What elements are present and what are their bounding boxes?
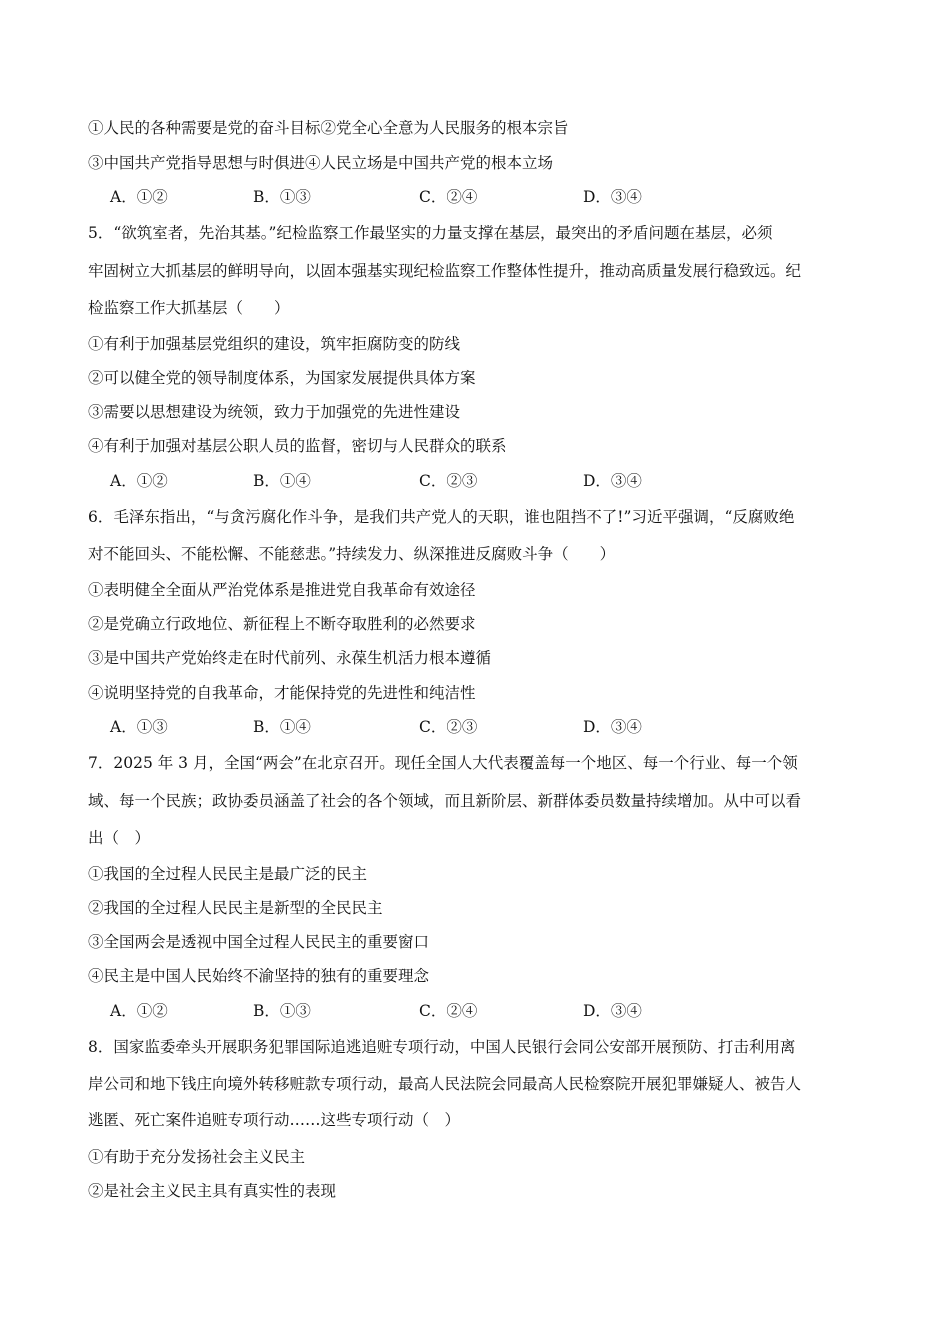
q6-option-b: B．①④	[253, 718, 311, 736]
q5-option-b: B．①④	[253, 472, 311, 490]
q7-statement-3: ③全国两会是透视中国全过程人民民主的重要窗口	[88, 933, 430, 951]
q6-statement-1: ①表明健全全面从严治党体系是推进党自我革命有效途径	[88, 581, 476, 599]
q5-option-a: A．①②	[110, 472, 168, 490]
q4-option-d: D．③④	[583, 188, 642, 206]
q4-statements-1-2: ①人民的各种需要是党的奋斗目标②党全心全意为人民服务的根本宗旨	[88, 119, 569, 137]
q7-statement-1: ①我国的全过程人民民主是最广泛的民主	[88, 865, 368, 883]
q8-stem-line-1: 8．国家监委牵头开展职务犯罪国际追逃追赃专项行动，中国人民银行会同公安部开展预防、打击利用离	[88, 1038, 796, 1056]
q5-statement-1: ①有利于加强基层党组织的建设，筑牢拒腐防变的防线	[88, 335, 461, 353]
q6-option-d: D．③④	[583, 718, 642, 736]
q5-stem-line-2: 牢固树立大抓基层的鲜明导向，以固本强基实现纪检监察工作整体性提升，推动高质量发展行稳致远。纪	[88, 262, 802, 280]
q6-statement-2: ②是党确立行政地位、新征程上不断夺取胜利的必然要求	[88, 615, 476, 633]
q4-statements-3-4: ③中国共产党指导思想与时俱进④人民立场是中国共产党的根本立场	[88, 154, 554, 172]
q5-statement-3: ③需要以思想建设为统领，致力于加强党的先进性建设	[88, 403, 461, 421]
q5-statement-2: ②可以健全党的领导制度体系，为国家发展提供具体方案	[88, 369, 476, 387]
q5-option-c: C．②③	[419, 472, 478, 490]
q8-stem-line-2: 岸公司和地下钱庄向境外转移赃款专项行动，最高人民法院会同最高人民检察院开展犯罪嫌疑人、被告人	[88, 1075, 802, 1093]
q7-option-c: C．②④	[419, 1002, 478, 1020]
q8-stem-line-3: 逃匿、死亡案件追赃专项行动……这些专项行动（ ）	[88, 1111, 461, 1129]
q5-option-d: D．③④	[583, 472, 642, 490]
q7-stem-line-1: 7．2025 年 3 月，全国“两会”在北京召开。现任全国人大代表覆盖每一个地区、每一个行业、每一个领	[88, 754, 798, 772]
q6-statement-3: ③是中国共产党始终走在时代前列、永葆生机活力根本遵循	[88, 649, 492, 667]
q6-stem-line-2: 对不能回头、不能松懈、不能慈悲。”持续发力、纵深推进反腐败斗争（ ）	[88, 545, 616, 563]
q5-stem-line-1: 5．“欲筑室者，先治其基。”纪检监察工作最坚实的力量支撑在基层，最突出的矛盾问题在基层，必须	[88, 224, 773, 242]
q8-statement-1: ①有助于充分发扬社会主义民主	[88, 1148, 306, 1166]
q4-option-a: A．①②	[110, 188, 168, 206]
q6-option-a: A．①③	[110, 718, 168, 736]
q7-statement-2: ②我国的全过程人民民主是新型的全民民主	[88, 899, 383, 917]
q7-option-b: B．①③	[253, 1002, 311, 1020]
q5-statement-4: ④有利于加强对基层公职人员的监督，密切与人民群众的联系	[88, 437, 507, 455]
q7-stem-line-2: 域、每一个民族；政协委员涵盖了社会的各个领域，而且新阶层、新群体委员数量持续增加。从中可以看	[88, 792, 802, 810]
q6-option-c: C．②③	[419, 718, 478, 736]
q7-stem-line-3: 出（ ）	[88, 829, 151, 847]
q4-option-c: C．②④	[419, 188, 478, 206]
q8-statement-2: ②是社会主义民主具有真实性的表现	[88, 1182, 337, 1200]
q5-stem-line-3: 检监察工作大抓基层（ ）	[88, 299, 290, 317]
q7-statement-4: ④民主是中国人民始终不渝坚持的独有的重要理念	[88, 967, 430, 985]
q7-option-d: D．③④	[583, 1002, 642, 1020]
q6-stem-line-1: 6．毛泽东指出，“与贪污腐化作斗争，是我们共产党人的天职，谁也阻挡不了!”习近平强调，“反腐败绝	[88, 508, 795, 526]
q6-statement-4: ④说明坚持党的自我革命，才能保持党的先进性和纯洁性	[88, 684, 476, 702]
q7-option-a: A．①②	[110, 1002, 168, 1020]
q4-option-b: B．①③	[253, 188, 311, 206]
